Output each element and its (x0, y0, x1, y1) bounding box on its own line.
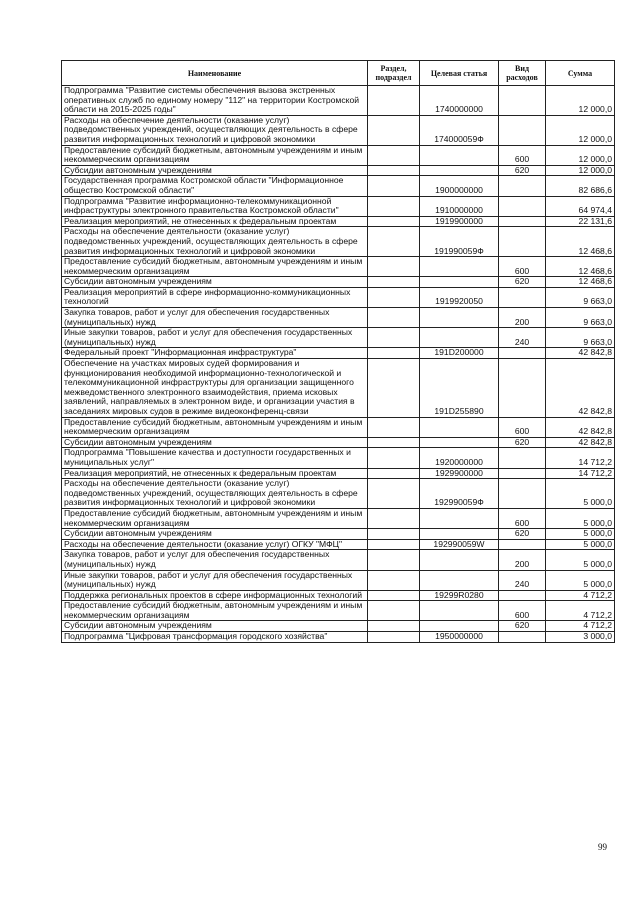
row-expense-type-cell: 600 (499, 145, 546, 165)
row-section-cell (368, 277, 420, 288)
row-name-cell: Предоставление субсидий бюджетным, автономным учреждениям и иным некоммерческим организациям (62, 145, 368, 165)
row-name-cell: Расходы на обеспечение деятельности (оказание услуг) ОГКУ "МФЦ" (62, 539, 368, 550)
row-expense-type-cell (499, 287, 546, 307)
table-row (62, 632, 615, 643)
row-target-cell (420, 621, 499, 632)
row-name-cell: Предоставление субсидий бюджетным, автономным учреждениям и иным некоммерческим организациям (62, 417, 368, 437)
budget-table (61, 60, 615, 643)
row-name-cell: Подпрограмма "Повышение качества и доступности государственных и муниципальных услуг" (62, 448, 368, 468)
table-row (62, 196, 615, 216)
row-expense-type-cell (499, 348, 546, 359)
row-target-cell (420, 550, 499, 570)
row-section-cell (368, 437, 420, 448)
row-section-cell (368, 448, 420, 468)
row-sum-cell: 64 974,4 (546, 196, 615, 216)
row-target-cell (420, 328, 499, 348)
row-section-cell (368, 508, 420, 528)
row-sum-cell: 5 000,0 (546, 479, 615, 509)
row-name-cell: Подпрограмма "Развитие информационно-телекоммуникационной инфраструктуры электронного правительства Костромской области" (62, 196, 368, 216)
row-name-cell: Расходы на обеспечение деятельности (оказание услуг) подведомственных учреждений, осуществляющих деятельность в сфере развития информационных технологий и цифровой экономики (62, 115, 368, 145)
row-sum-cell: 4 712,2 (546, 621, 615, 632)
table-row (62, 359, 615, 418)
table-row (62, 145, 615, 165)
row-section-cell (368, 539, 420, 550)
row-name-cell: Подпрограмма "Развитие системы обеспечения вызова экстренных оперативных служб по единому номеру "112" на территории Костромской области на 2015-2025 годы" (62, 86, 368, 116)
table-row (62, 86, 615, 116)
row-section-cell (368, 359, 420, 418)
row-name-cell: Поддержка региональных проектов в сфере информационных технологий (62, 590, 368, 601)
table-row (62, 529, 615, 540)
row-target-cell (420, 277, 499, 288)
table-row (62, 601, 615, 621)
table-row (62, 308, 615, 328)
row-expense-type-cell (499, 216, 546, 227)
row-expense-type-cell (499, 176, 546, 196)
row-expense-type-cell (499, 590, 546, 601)
row-expense-type-cell (499, 196, 546, 216)
table-row (62, 277, 615, 288)
row-name-cell: Расходы на обеспечение деятельности (оказание услуг) подведомственных учреждений, осуществляющих деятельность в сфере развития информационных технологий и цифровой экономики (62, 227, 368, 257)
table-header-row (62, 61, 615, 86)
row-section-cell (368, 479, 420, 509)
table-row (62, 348, 615, 359)
table-row (62, 590, 615, 601)
row-section-cell (368, 115, 420, 145)
row-target-cell (420, 145, 499, 165)
table-row (62, 417, 615, 437)
row-target-cell: 19299R0280 (420, 590, 499, 601)
row-target-cell (420, 257, 499, 277)
row-section-cell (368, 328, 420, 348)
row-expense-type-cell: 600 (499, 508, 546, 528)
row-section-cell (368, 601, 420, 621)
table-row (62, 621, 615, 632)
row-target-cell: 1920000000 (420, 448, 499, 468)
table-row (62, 328, 615, 348)
row-section-cell (368, 287, 420, 307)
table-row (62, 570, 615, 590)
row-target-cell (420, 570, 499, 590)
column-header-section: Раздел, подраздел (368, 61, 420, 86)
row-expense-type-cell: 620 (499, 165, 546, 176)
row-name-cell: Предоставление субсидий бюджетным, автономным учреждениям и иным некоммерческим организациям (62, 508, 368, 528)
row-sum-cell: 12 000,0 (546, 115, 615, 145)
row-sum-cell: 4 712,2 (546, 601, 615, 621)
row-target-cell (420, 308, 499, 328)
row-target-cell (420, 417, 499, 437)
row-expense-type-cell: 600 (499, 601, 546, 621)
table-row (62, 508, 615, 528)
table-row (62, 115, 615, 145)
row-target-cell (420, 601, 499, 621)
row-name-cell: Закупка товаров, работ и услуг для обеспечения государственных (муниципальных) нужд (62, 550, 368, 570)
row-sum-cell: 9 663,0 (546, 287, 615, 307)
row-target-cell: 1900000000 (420, 176, 499, 196)
table-row (62, 539, 615, 550)
row-name-cell: Предоставление субсидий бюджетным, автономным учреждениям и иным некоммерческим организациям (62, 601, 368, 621)
row-expense-type-cell (499, 632, 546, 643)
column-header-name: Наименование (62, 61, 368, 86)
table-row (62, 287, 615, 307)
column-header-target: Целевая статья (420, 61, 499, 86)
row-target-cell: 1929900000 (420, 468, 499, 479)
row-section-cell (368, 145, 420, 165)
row-section-cell (368, 348, 420, 359)
row-name-cell: Субсидии автономным учреждениям (62, 529, 368, 540)
row-target-cell: 191D255890 (420, 359, 499, 418)
column-header-expense-type: Вид расходов (499, 61, 546, 86)
row-target-cell: 1919900000 (420, 216, 499, 227)
row-sum-cell: 42 842,8 (546, 348, 615, 359)
row-sum-cell: 9 663,0 (546, 308, 615, 328)
row-name-cell: Реализация мероприятий, не отнесенных к федеральным проектам (62, 216, 368, 227)
table-row (62, 257, 615, 277)
row-section-cell (368, 227, 420, 257)
row-name-cell: Иные закупки товаров, работ и услуг для обеспечения государственных (муниципальных) нужд (62, 328, 368, 348)
row-section-cell (368, 468, 420, 479)
row-sum-cell: 4 712,2 (546, 590, 615, 601)
row-section-cell (368, 550, 420, 570)
row-sum-cell: 12 468,6 (546, 277, 615, 288)
row-section-cell (368, 590, 420, 601)
row-expense-type-cell (499, 448, 546, 468)
row-expense-type-cell: 200 (499, 308, 546, 328)
row-expense-type-cell: 620 (499, 621, 546, 632)
row-section-cell (368, 86, 420, 116)
row-expense-type-cell (499, 479, 546, 509)
row-sum-cell: 9 663,0 (546, 328, 615, 348)
row-sum-cell: 12 000,0 (546, 86, 615, 116)
row-target-cell: 192990059Ф (420, 479, 499, 509)
row-sum-cell: 42 842,8 (546, 417, 615, 437)
row-target-cell: 174000059Ф (420, 115, 499, 145)
row-section-cell (368, 165, 420, 176)
row-expense-type-cell (499, 359, 546, 418)
table-row (62, 448, 615, 468)
row-name-cell: Субсидии автономным учреждениям (62, 621, 368, 632)
row-section-cell (368, 308, 420, 328)
row-name-cell: Субсидии автономным учреждениям (62, 165, 368, 176)
row-section-cell (368, 257, 420, 277)
row-target-cell (420, 165, 499, 176)
row-name-cell: Государственная программа Костромской области "Информационное общество Костромской области" (62, 176, 368, 196)
row-sum-cell: 22 131,6 (546, 216, 615, 227)
row-sum-cell: 12 468,6 (546, 257, 615, 277)
row-section-cell (368, 529, 420, 540)
row-name-cell: Субсидии автономным учреждениям (62, 277, 368, 288)
row-name-cell: Субсидии автономным учреждениям (62, 437, 368, 448)
row-expense-type-cell (499, 86, 546, 116)
row-target-cell: 1910000000 (420, 196, 499, 216)
row-sum-cell: 42 842,8 (546, 359, 615, 418)
row-name-cell: Закупка товаров, работ и услуг для обеспечения государственных (муниципальных) нужд (62, 308, 368, 328)
table-row (62, 437, 615, 448)
row-section-cell (368, 570, 420, 590)
row-target-cell: 1919920050 (420, 287, 499, 307)
table-row (62, 176, 615, 196)
row-sum-cell: 5 000,0 (546, 508, 615, 528)
row-target-cell: 1740000000 (420, 86, 499, 116)
row-sum-cell: 14 712,2 (546, 448, 615, 468)
row-target-cell: 191990059Ф (420, 227, 499, 257)
row-section-cell (368, 196, 420, 216)
row-section-cell (368, 176, 420, 196)
row-name-cell: Федеральный проект "Информационная инфраструктура" (62, 348, 368, 359)
row-name-cell: Реализация мероприятий, не отнесенных к федеральным проектам (62, 468, 368, 479)
row-expense-type-cell (499, 468, 546, 479)
row-section-cell (368, 216, 420, 227)
row-name-cell: Предоставление субсидий бюджетным, автономным учреждениям и иным некоммерческим организациям (62, 257, 368, 277)
row-name-cell: Обеспечение на участках мировых судей формирования и функционирования необходимой информационно-технологической и телекоммуникационной инфраструктуры для организации защищенного межведомственного электронного взаимодействия, приема исковых заявлений, направляемых в электронном виде, и организации участия в заседаниях мировых судов в режиме видеоконференц-связи (62, 359, 368, 418)
row-expense-type-cell: 200 (499, 550, 546, 570)
row-expense-type-cell (499, 115, 546, 145)
row-target-cell (420, 437, 499, 448)
row-expense-type-cell: 620 (499, 437, 546, 448)
column-header-sum: Сумма (546, 61, 615, 86)
row-name-cell: Реализация мероприятий в сфере информационно-коммуникационных технологий (62, 287, 368, 307)
row-target-cell: 1950000000 (420, 632, 499, 643)
table-row (62, 479, 615, 509)
row-expense-type-cell: 620 (499, 529, 546, 540)
row-expense-type-cell: 600 (499, 257, 546, 277)
table-body (62, 86, 615, 643)
row-sum-cell: 12 000,0 (546, 165, 615, 176)
row-sum-cell: 12 468,6 (546, 227, 615, 257)
row-sum-cell: 3 000,0 (546, 632, 615, 643)
row-name-cell: Расходы на обеспечение деятельности (оказание услуг) подведомственных учреждений, осуществляющих деятельность в сфере развития информационных технологий и цифровой экономики (62, 479, 368, 509)
page-number: 99 (598, 842, 607, 852)
row-name-cell: Иные закупки товаров, работ и услуг для обеспечения государственных (муниципальных) нужд (62, 570, 368, 590)
row-expense-type-cell (499, 227, 546, 257)
row-sum-cell: 42 842,8 (546, 437, 615, 448)
row-target-cell: 191D200000 (420, 348, 499, 359)
row-name-cell: Подпрограмма "Цифровая трансформация городского хозяйства" (62, 632, 368, 643)
row-expense-type-cell: 600 (499, 417, 546, 437)
row-sum-cell: 12 000,0 (546, 145, 615, 165)
row-target-cell (420, 529, 499, 540)
row-expense-type-cell (499, 539, 546, 550)
row-expense-type-cell: 620 (499, 277, 546, 288)
row-sum-cell: 5 000,0 (546, 539, 615, 550)
table-row (62, 227, 615, 257)
row-sum-cell: 82 686,6 (546, 176, 615, 196)
row-sum-cell: 5 000,0 (546, 550, 615, 570)
row-section-cell (368, 417, 420, 437)
table-row (62, 550, 615, 570)
row-target-cell: 192990059W (420, 539, 499, 550)
row-expense-type-cell: 240 (499, 328, 546, 348)
row-sum-cell: 5 000,0 (546, 529, 615, 540)
row-expense-type-cell: 240 (499, 570, 546, 590)
row-sum-cell: 14 712,2 (546, 468, 615, 479)
table-row (62, 216, 615, 227)
row-sum-cell: 5 000,0 (546, 570, 615, 590)
row-section-cell (368, 621, 420, 632)
row-target-cell (420, 508, 499, 528)
table-row (62, 165, 615, 176)
row-section-cell (368, 632, 420, 643)
table-row (62, 468, 615, 479)
